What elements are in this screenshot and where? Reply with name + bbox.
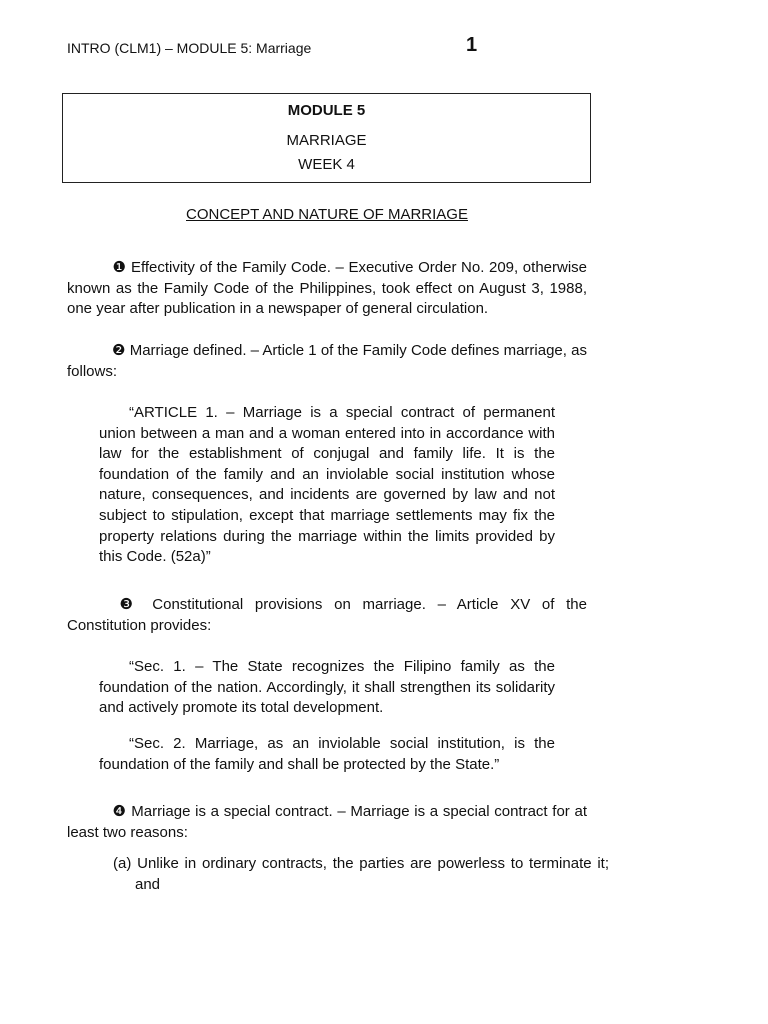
paragraph-2-text: Marriage defined. – Article 1 of the Family Code defines marriage, as follows:	[67, 342, 587, 380]
list-item-a	[113, 854, 609, 895]
number-marker-3: ❸	[112, 596, 141, 613]
module-title: MARRIAGE	[286, 132, 367, 149]
module-label: MODULE 5	[287, 102, 366, 119]
page-number: 1	[466, 34, 478, 56]
paragraph-1-text: Effectivity of the Family Code. – Executive Order No. 209, otherwise known as the Family Code of the Philippines, took effect on August 3, 1988, one year after publication in a newspaper of general circulation.	[67, 259, 588, 318]
module-week: WEEK 4	[298, 156, 355, 173]
number-marker-2: ❷	[112, 342, 126, 359]
block-quote-sec-1: “Sec. 1. – The State recognizes the Filipino family as the foundation of the nation. Accordingly, it shall strengthen its solidarity and actively promote its total development.	[99, 658, 555, 717]
block-quote-sec-2: “Sec. 2. Marriage, as an inviolable social institution, is the foundation of the family and shall be protected by the State.”	[99, 735, 555, 773]
paragraph-4-text: Marriage is a special contract. – Marriage is a special contract for at least two reasons:	[67, 803, 588, 841]
paragraph-3	[67, 595, 587, 636]
section-title: CONCEPT AND NATURE OF MARRIAGE	[186, 206, 468, 223]
list-item-a-text: Unlike in ordinary contracts, the parties are powerless to terminate it; and	[135, 855, 609, 893]
list-item-a-label: (a)	[113, 855, 132, 872]
paragraph-1	[67, 258, 587, 320]
paragraph-2	[67, 341, 587, 382]
number-marker-4: ❹	[112, 803, 127, 820]
running-head: INTRO (CLM1) – MODULE 5: Marriage	[67, 40, 312, 56]
paragraph-4	[67, 802, 587, 843]
module-title-box	[62, 93, 591, 183]
paragraph-3-text: Constitutional provisions on marriage. – Article XV of the Constitution provides:	[67, 596, 587, 634]
block-quote-article-1: “ARTICLE 1. – Marriage is a special contract of permanent union between a man and a woman entered into in accordance with law for the establishment of conjugal and family life. It is the foundation of the family and an inviolable social institution whose nature, consequences, and incidents are governed by law and not subject to stipulation, except that marriage settlements may fix the property relations during the marriage within the limits provided by this Code. (52a)”	[99, 404, 555, 566]
number-marker-1: ❶	[112, 259, 127, 276]
